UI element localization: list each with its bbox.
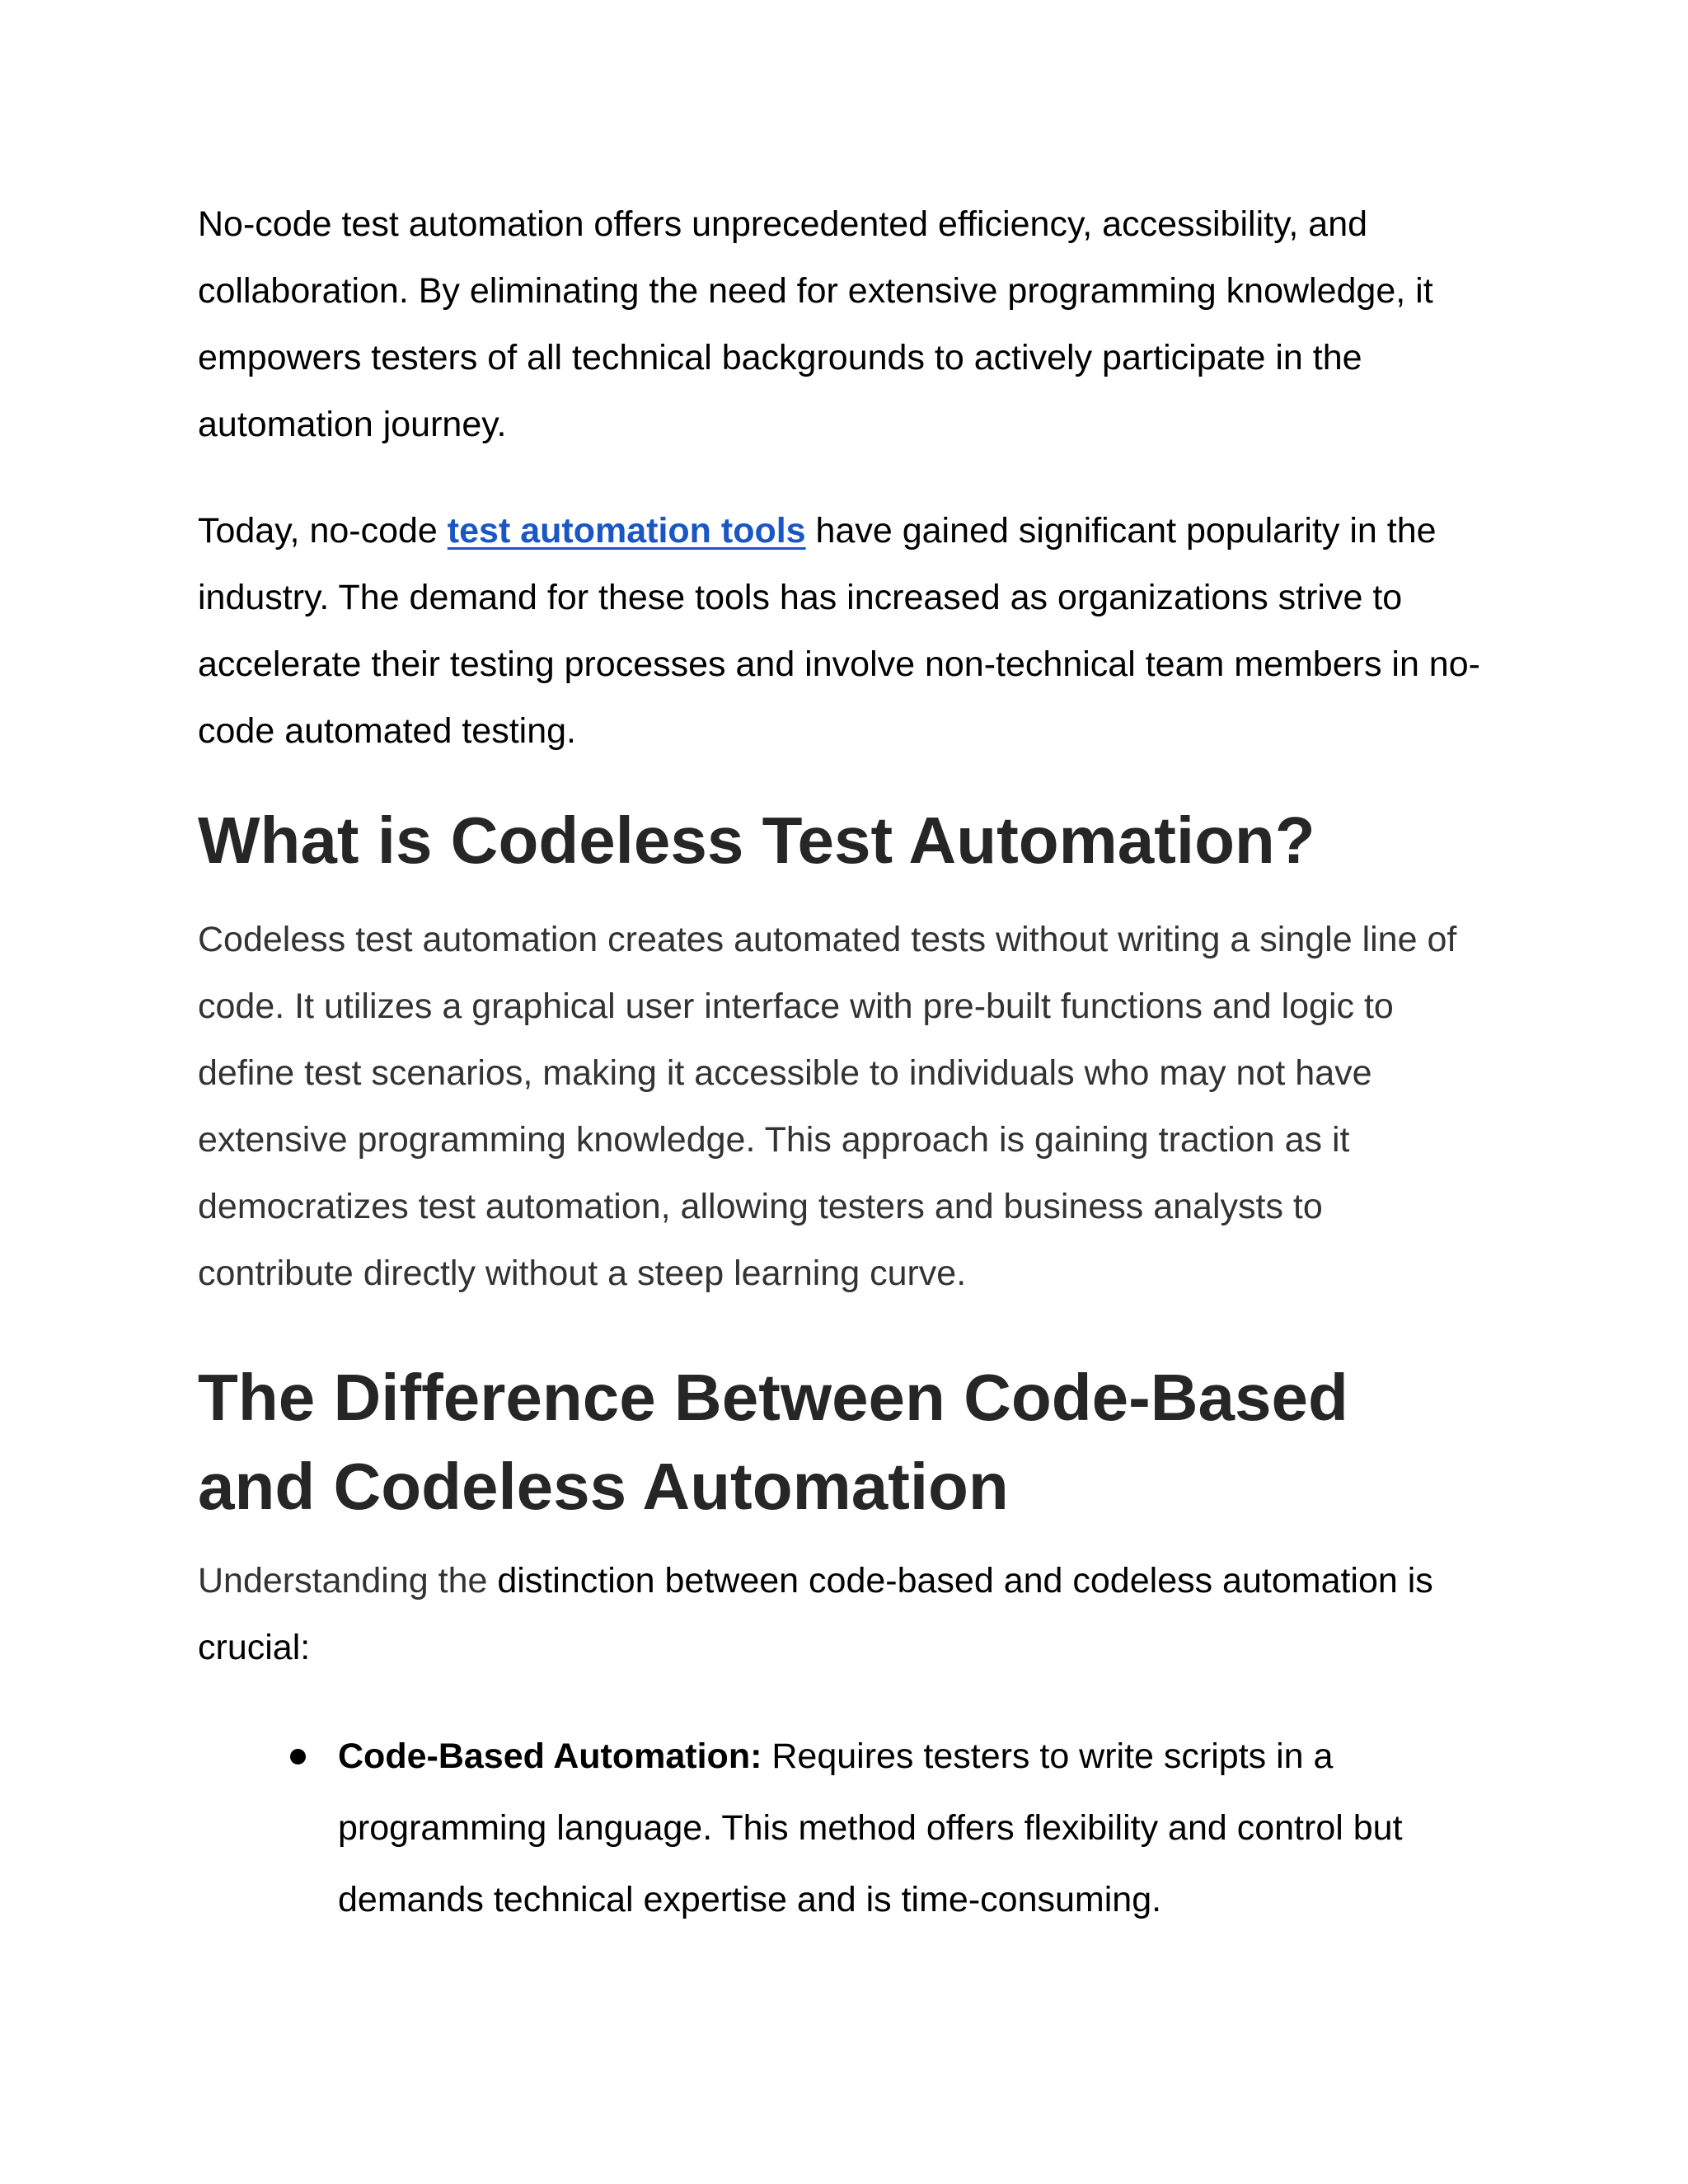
difference-bullet-list bbox=[198, 1721, 1484, 1936]
bullet-text: Requires testers to write scripts in a programming language. This method offers flexibility and control but demands technical expertise and is time-consuming. bbox=[338, 1736, 1403, 1919]
test-automation-tools-link[interactable]: test automation tools bbox=[447, 511, 806, 551]
popularity-text-start: Today, no-code bbox=[198, 511, 448, 551]
difference-intro-soft: Understanding the bbox=[198, 1561, 498, 1601]
section-heading-difference: The Difference Between Code-Based and Codeless Automation bbox=[198, 1361, 1348, 1523]
section-heading-codeless: What is Codeless Test Automation? bbox=[198, 804, 1315, 877]
bullet-term: Code-Based Automation: bbox=[338, 1736, 762, 1776]
popularity-text-end: have gained significant popularity in the industry. The demand for these tools has increased as organizations strive to accelerate their testing processes and involve non-technical team members in no-code automated testing. bbox=[198, 511, 1480, 751]
list-item bbox=[198, 1721, 1484, 1936]
codeless-definition-paragraph: Codeless test automation creates automated tests without writing a single line of code. It utilizes a graphical user interface with pre-built functions and logic to define test scenarios, making it accessible to individuals who may not have extensive programming knowledge. This approach is gaining traction as it democratizes test automation, allowing testers and business analysts to contribute directly without a steep learning curve. bbox=[198, 920, 1457, 1293]
popularity-paragraph bbox=[198, 498, 1484, 765]
bullet-dot-icon bbox=[290, 1749, 306, 1765]
document-page bbox=[198, 191, 1484, 1936]
difference-intro-rest: distinction between code-based and codeless automation is crucial: bbox=[198, 1561, 1433, 1667]
difference-intro-paragraph bbox=[198, 1548, 1484, 1681]
intro-paragraph: No-code test automation offers unprecedented efficiency, accessibility, and collaboration. By eliminating the need for extensive programming knowledge, it empowers testers of all technical backgrounds to actively participate in the automation journey. bbox=[198, 204, 1433, 444]
